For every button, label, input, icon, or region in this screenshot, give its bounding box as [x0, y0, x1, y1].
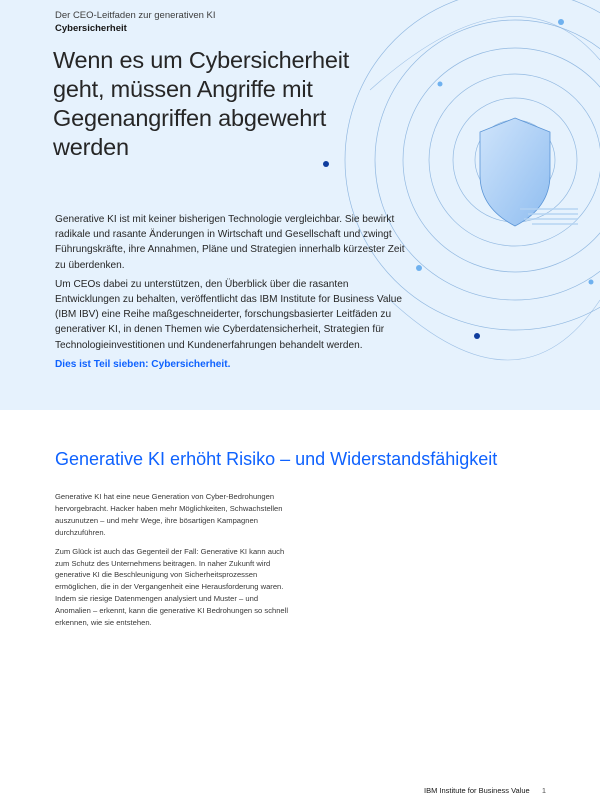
- body-paragraph: Zum Glück ist auch das Gegenteil der Fall: Generative KI kann auch zum Schutz des Unternehmens beitragen. In naher Zukunft wird generative KI die Beschleunigung von Sicherheitsprozessen ermöglichen, die in der Vergangenheit eine Herausforderung waren. Indem sie riesige Datenmengen analysiert und Muster – und Anomalien – erkennt, kann die generative KI Bedrohungen so schnell erkennen, wie sie entstehen.: [55, 546, 289, 628]
- footer-publisher: IBM Institute for Business Value: [423, 786, 530, 795]
- document-topic: Cybersicherheit: [55, 23, 127, 34]
- section-body: [55, 491, 291, 636]
- document-kicker: Der CEO-Leitfaden zur generativen KI: [55, 10, 216, 21]
- section-heading: Generative KI erhöht Risiko – und Widerstandsfähigkeit: [55, 449, 498, 469]
- body-paragraph: Generative KI hat eine neue Generation von Cyber-Bedrohungen hervorgebracht. Hacker haben mehr Möglichkeiten, Schwachstellen auszunutzen – und mehr Wege, ihre bösartigen Kampagnen durchzuführen.: [55, 492, 283, 537]
- page-footer: [424, 786, 546, 795]
- page-number: 1: [541, 786, 546, 795]
- intro-paragraph: Generative KI ist mit keiner bisherigen Technologie vergleichbar. Sie bewirkt radikale und rasante Änderungen in Wirtschaft und Gesellschaft und zwingt Führungskräfte, ihre Annahmen, Pläne und Strategien innerhalb kürzester Zeit zu überdenken.: [55, 214, 405, 271]
- intro-block: [55, 212, 405, 376]
- series-part-label: Dies ist Teil sieben: Cybersicherheit.: [55, 358, 231, 370]
- page-title: Wenn es um Cybersicherheit geht, müssen Angriffe mit Gegenangriffen abgewehrt werden: [53, 47, 350, 160]
- intro-paragraph: Um CEOs dabei zu unterstützen, den Überblick über die rasanten Entwicklungen zu behalten, veröffentlicht das IBM Institute for Business Value (IBM IBV) eine Reihe maßgeschneiderter, forschungsbasierter Leitfäden zu generativer KI, in denen Themen wie Cyberdatensicherheit, Strategien für Technologieinvestitionen und Kundenerfahrungen behandelt werden.: [55, 278, 402, 351]
